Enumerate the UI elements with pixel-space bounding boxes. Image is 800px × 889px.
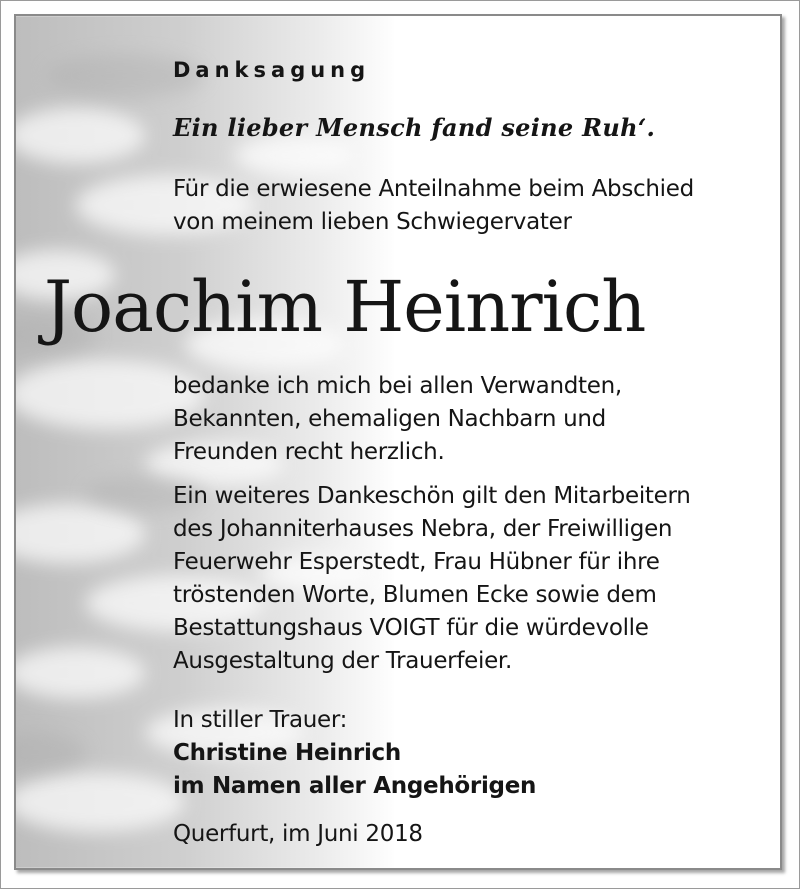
thanks-line: Freunden recht herzlich. bbox=[173, 439, 445, 465]
thanks-line: Bekannten, ehemaligen Nachbarn und bbox=[173, 406, 606, 432]
signer-name: Christine Heinrich bbox=[173, 740, 401, 766]
extra-thanks-line: tröstenden Worte, Blumen Ecke sowie dem bbox=[173, 582, 657, 608]
on-behalf-line: im Namen aller Angehörigen bbox=[173, 773, 537, 799]
motto: Ein lieber Mensch fand seine Ruh‘. bbox=[173, 113, 656, 142]
extra-thanks-line: Ausgestaltung der Trauerfeier. bbox=[173, 648, 512, 674]
extra-thanks-line: Feuerwehr Esperstedt, Frau Hübner für ihre bbox=[173, 549, 660, 575]
extra-thanks-paragraph bbox=[173, 480, 691, 678]
mourning-block bbox=[173, 704, 536, 803]
place-date: Querfurt, im Juni 2018 bbox=[173, 821, 423, 847]
thanks-paragraph bbox=[173, 370, 622, 469]
intro-line: von meinem lieben Schwiegervater bbox=[173, 209, 572, 235]
extra-thanks-line: Ein weiteres Dankeschön gilt den Mitarbeitern bbox=[173, 483, 691, 509]
notice-content bbox=[16, 16, 780, 868]
notice-panel bbox=[14, 14, 782, 870]
heading: Danksagung bbox=[173, 58, 371, 82]
intro-line: Für die erwiesene Anteilnahme beim Abschied bbox=[173, 176, 694, 202]
thanks-line: bedanke ich mich bei allen Verwandten, bbox=[173, 373, 622, 399]
extra-thanks-line: Bestattungshaus VOIGT für die würdevolle bbox=[173, 615, 649, 641]
mourning-intro: In stiller Trauer: bbox=[173, 707, 348, 733]
deceased-name: Joachim Heinrich bbox=[44, 266, 646, 348]
extra-thanks-line: des Johanniterhauses Nebra, der Freiwilligen bbox=[173, 516, 673, 542]
intro-paragraph bbox=[173, 173, 694, 239]
